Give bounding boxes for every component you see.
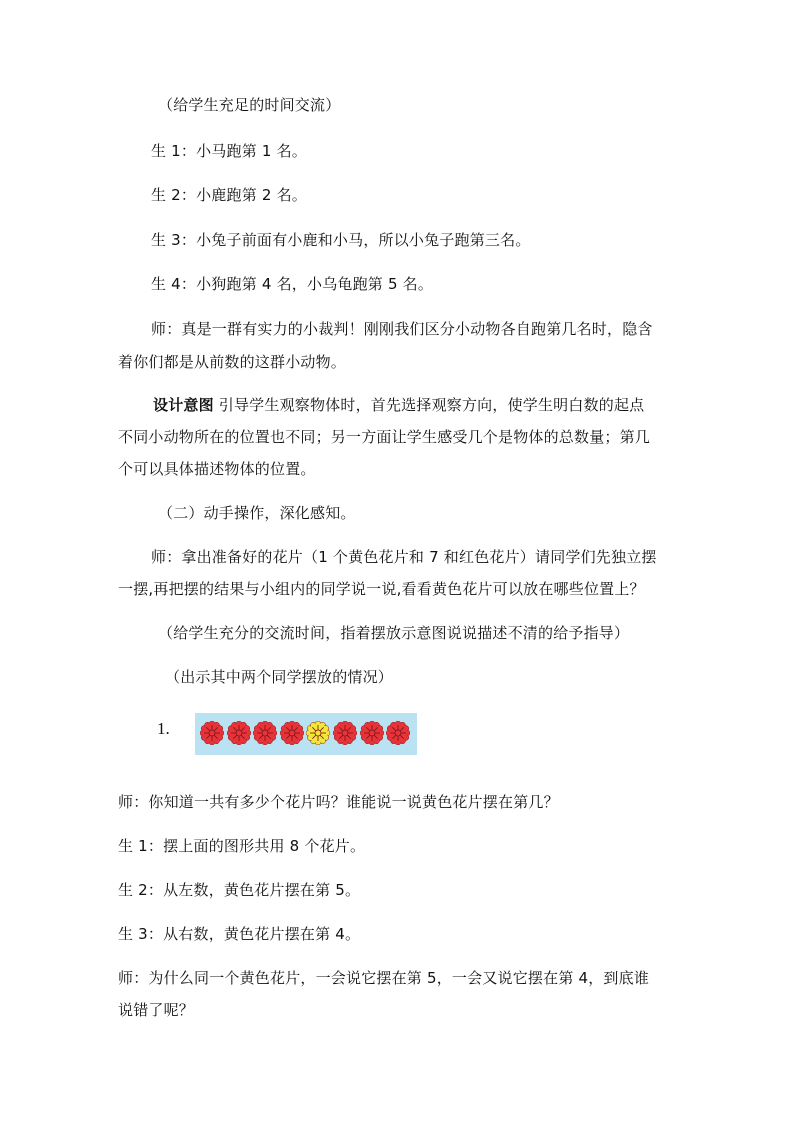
student-1-answer: 生 1：小马跑第 1 名。 [151,142,307,160]
student-4-answer: 生 4：小狗跑第 4 名，小乌龟跑第 5 名。 [151,275,434,293]
red-flower-chip [200,721,224,745]
red-flower-chip [386,721,410,745]
teacher-comment-line-1: 师：真是一群有实力的小裁判！刚刚我们区分小动物各自跑第几名时，隐含 [151,320,653,338]
note-show-examples: （出示其中两个同学摆放的情况） [165,668,394,686]
teacher-instruction-line-2: 一摆,再把摆的结果与小组内的同学说一说,看看黄色花片可以放在哪些位置上？ [118,580,645,598]
student-2-left-count: 生 2：从左数，黄色花片摆在第 5。 [118,881,361,899]
student-2-answer: 生 2：小鹿跑第 2 名。 [151,186,307,204]
section-heading-2: （二）动手操作，深化感知。 [158,504,356,522]
figure-number: 1. [157,719,170,738]
design-intent-label: 设计意图 [153,396,214,414]
student-1-count: 生 1：摆上面的图形共用 8 个花片。 [118,837,366,855]
design-intent-line-3: 个可以具体描述物体的位置。 [118,460,316,478]
design-intent-line-2: 不同小动物所在的位置也不同；另一方面让学生感受几个是物体的总数量；第几 [118,428,651,446]
teacher-comment-line-2: 着你们都是从前数的这群小动物。 [118,353,347,371]
teacher-instruction-line-1: 师：拿出准备好的花片（1 个黄色花片和 7 和红色花片）请同学们先独立摆 [151,548,657,566]
flower-strip [195,713,417,755]
red-flower-chip [360,721,384,745]
student-3-right-count: 生 3：从右数，黄色花片摆在第 4。 [118,925,361,943]
red-flower-chip [333,721,357,745]
note-guidance: （给学生充分的交流时间，指着摆放示意图说说描述不清的给予指导） [158,624,630,642]
design-intent-line-1 [153,398,644,413]
design-intent-text-1: 引导学生观察物体时，首先选择观察方向，使学生明白数的起点 [218,396,645,414]
yellow-flower-chip [306,721,330,745]
teacher-question: 师：你知道一共有多少个花片吗？谁能说一说黄色花片摆在第几？ [118,793,559,811]
paragraph-exchange-time: （给学生充足的时间交流） [158,96,341,114]
red-flower-chip [253,721,277,745]
student-3-answer: 生 3：小兔子前面有小鹿和小马，所以小兔子跑第三名。 [151,231,531,249]
teacher-followup-line-2: 说错了呢？ [118,1001,195,1019]
teacher-followup-line-1: 师：为什么同一个黄色花片，一会说它摆在第 5，一会又说它摆在第 4，到底谁 [118,969,650,987]
red-flower-chip [280,721,304,745]
red-flower-chip [227,721,251,745]
